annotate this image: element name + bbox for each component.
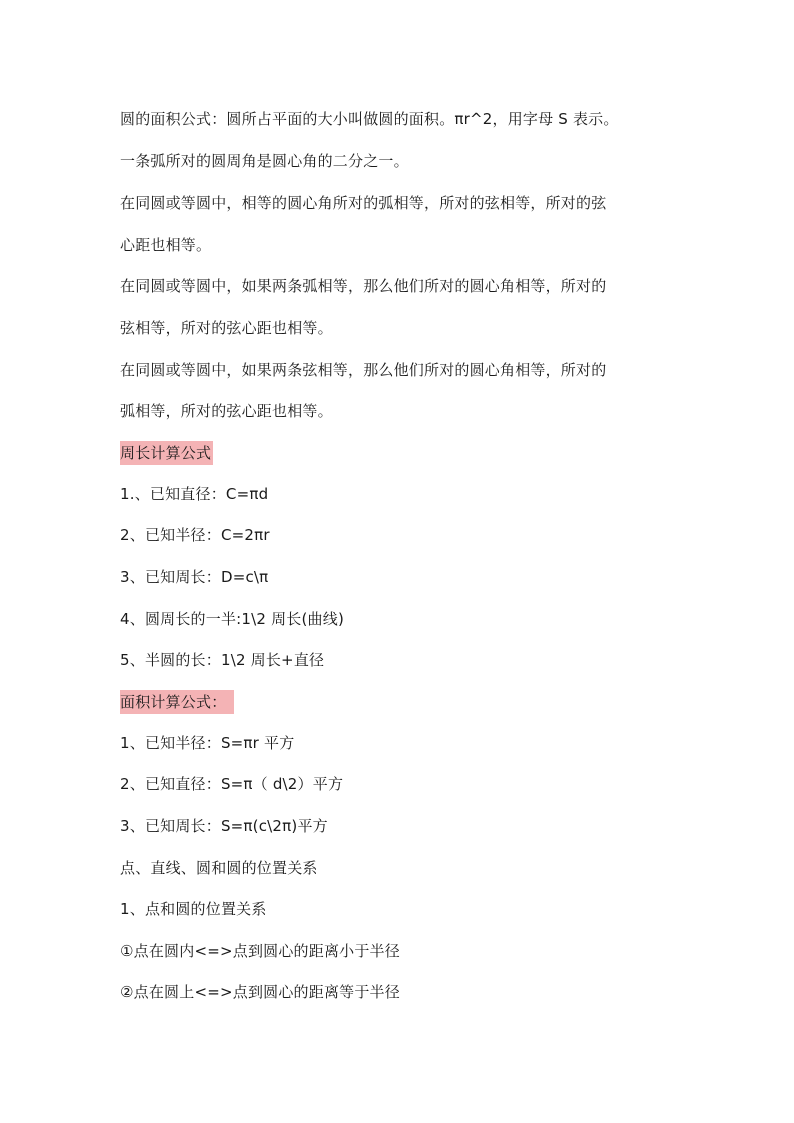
perimeter-item-3: 3、已知周长：D=c\π	[120, 568, 269, 586]
area-heading-text: 面积计算公式：	[120, 690, 234, 714]
perimeter-item-2: 2、已知半径：C=2πr	[120, 526, 270, 544]
paragraph-equal-arcs-line1: 在同圆或等圆中，如果两条弧相等，那么他们所对的圆心角相等，所对的	[120, 277, 607, 295]
paragraph-equal-angles-line2: 心距也相等。	[120, 236, 212, 254]
paragraph-equal-chords-line1: 在同圆或等圆中，如果两条弦相等，那么他们所对的圆心角相等，所对的	[120, 361, 607, 379]
area-item-1: 1、已知半径：S=πr 平方	[120, 734, 295, 752]
area-item-3: 3、已知周长：S=π(c\2π)平方	[120, 817, 328, 835]
perimeter-heading-text: 周长计算公式	[120, 441, 213, 465]
perimeter-heading	[120, 441, 213, 465]
relations-item-1: ①点在圆内<=>点到圆心的距离小于半径	[120, 942, 400, 960]
paragraph-inscribed-angle: 一条弧所对的圆周角是圆心角的二分之一。	[120, 152, 409, 170]
paragraph-area-formula: 圆的面积公式：圆所占平面的大小叫做圆的面积。πr^2，用字母 S 表示。	[120, 110, 619, 128]
relations-heading: 点、直线、圆和圆的位置关系	[120, 859, 318, 877]
perimeter-item-4: 4、圆周长的一半:1\2 周长(曲线)	[120, 610, 345, 628]
area-item-2: 2、已知直径：S=π（ d\2）平方	[120, 775, 344, 793]
relations-item-2: ②点在圆上<=>点到圆心的距离等于半径	[120, 983, 400, 1001]
paragraph-equal-arcs-line2: 弦相等，所对的弦心距也相等。	[120, 319, 333, 337]
perimeter-item-5: 5、半圆的长：1\2 周长+直径	[120, 651, 325, 669]
paragraph-equal-angles-line1: 在同圆或等圆中，相等的圆心角所对的弧相等，所对的弦相等，所对的弦	[120, 194, 607, 212]
paragraph-equal-chords-line2: 弧相等，所对的弦心距也相等。	[120, 402, 333, 420]
perimeter-item-1: 1.、已知直径：C=πd	[120, 485, 269, 503]
relations-subheading: 1、点和圆的位置关系	[120, 900, 267, 918]
area-heading	[120, 690, 234, 714]
